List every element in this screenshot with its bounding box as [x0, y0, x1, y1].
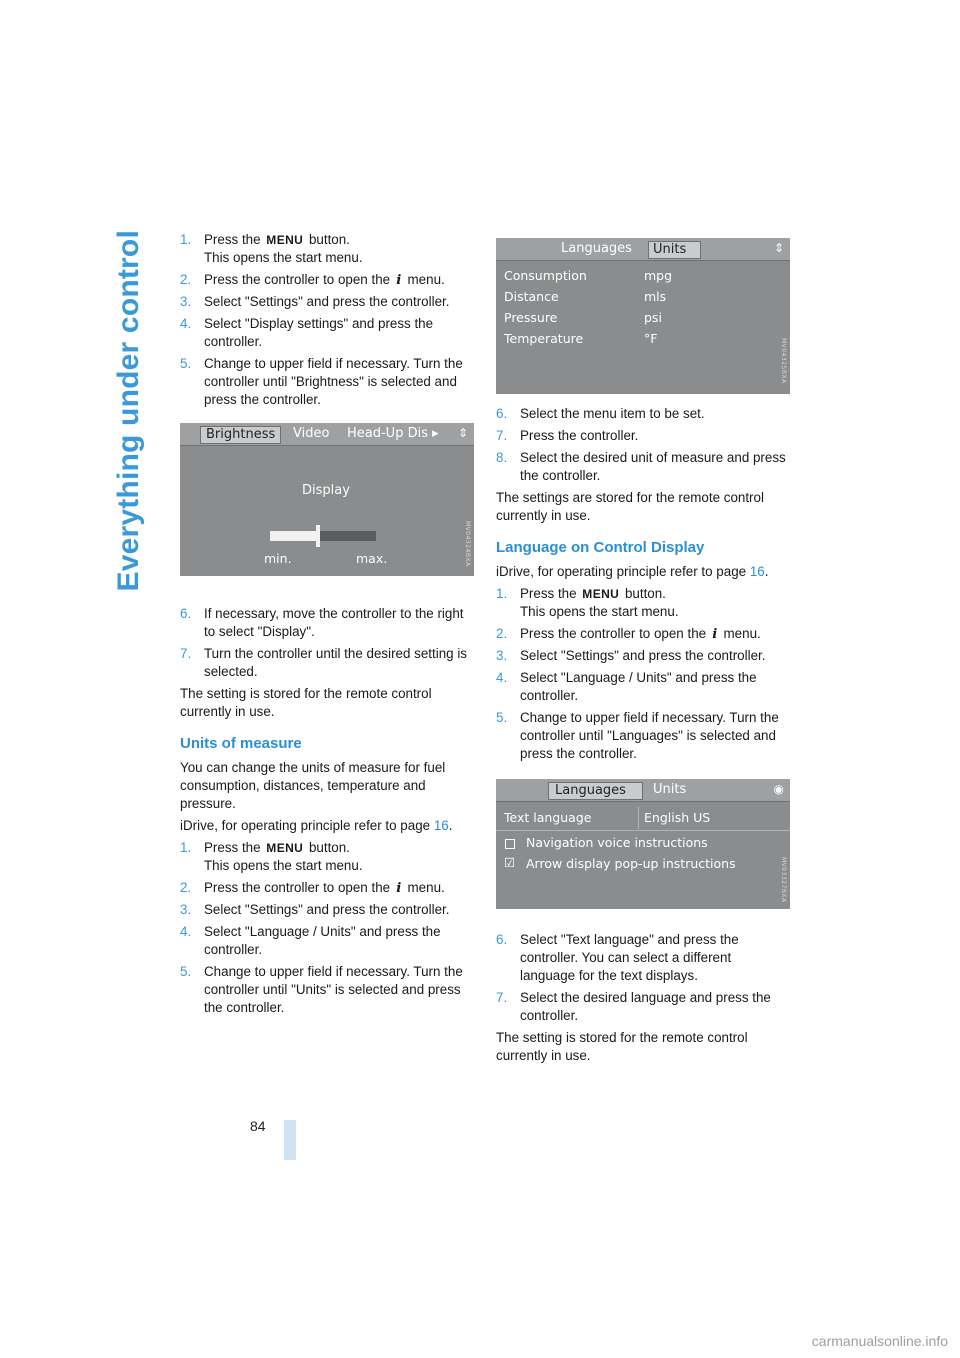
menu-button-symbol: MENU [266, 233, 304, 247]
step-4 [496, 669, 788, 705]
step-text: menu. [403, 880, 445, 895]
tab-units: Units [653, 782, 687, 797]
step-text: Select "Language / Units" and press the controller. [520, 670, 757, 703]
step-number: 6. [496, 932, 508, 947]
left-column [180, 231, 472, 1021]
tab-languages: Languages [561, 241, 632, 256]
unit-label: Consumption [504, 268, 587, 283]
unit-value: mpg [644, 268, 673, 283]
step-list-language-select [496, 931, 788, 1025]
step-text: Change to upper field if necessary. Turn the controller until "Units" is selected and press the controller. [204, 964, 463, 1015]
step-7 [180, 645, 472, 681]
nav-voice-label: Navigation voice instructions [526, 835, 708, 850]
step-text: Press the controller to open the [204, 272, 394, 287]
language-heading: Language on Control Display [496, 539, 705, 556]
step-number: 3. [180, 294, 192, 309]
step-number: 4. [180, 316, 192, 331]
step-1 [180, 839, 472, 875]
unit-value: °F [644, 331, 658, 346]
step-list-display [180, 605, 472, 681]
step-2 [180, 271, 472, 289]
step-text: This opens the start menu. [520, 604, 679, 619]
step-4 [180, 923, 472, 959]
step-number: 5. [496, 710, 508, 725]
unit-label: Distance [504, 289, 559, 304]
step-5 [496, 709, 788, 763]
controller-icon: ◉ [773, 782, 784, 796]
step-text: menu. [719, 626, 761, 641]
display-label: Display [302, 483, 350, 498]
step-text: Select "Text language" and press the controller. You can select a different language for the text displays. [520, 932, 739, 983]
step-text: Press the [204, 840, 265, 855]
step-text: Change to upper field if necessary. Turn the controller until "Brightness" is selected and press the controller. [204, 356, 463, 407]
info-icon: i [712, 626, 718, 642]
step-4 [180, 315, 472, 351]
step-number: 5. [180, 356, 192, 371]
step-text: Select "Language / Units" and press the controller. [204, 924, 441, 957]
figure-code: MV04324BXA [464, 521, 471, 567]
step-list-units [180, 839, 472, 1017]
screen-tab-bar [496, 779, 790, 802]
lang-idrive-ref: iDrive, for operating principle refer to page 16. [496, 564, 769, 579]
step-7 [496, 427, 788, 445]
step-5 [180, 355, 472, 409]
step-text: This opens the start menu. [204, 250, 363, 265]
step-text: Press the [204, 232, 265, 247]
step-text: button. [621, 586, 666, 601]
info-icon: i [396, 880, 402, 896]
step-text: Select "Settings" and press the controller. [520, 648, 766, 663]
step-list-language [496, 585, 788, 763]
step-number: 2. [180, 880, 192, 895]
unit-label: Temperature [504, 331, 584, 346]
page-link-16[interactable]: 16 [433, 818, 449, 833]
step-text: Press the controller to open the [520, 626, 710, 641]
step-list-units-select [496, 405, 788, 485]
tab-languages: Languages [548, 782, 643, 800]
step-number: 1. [180, 840, 192, 855]
step-number: 2. [496, 626, 508, 641]
row-underline [496, 830, 790, 831]
tab-head-up: Head-Up Dis ▸ [347, 426, 439, 441]
step-6 [180, 605, 472, 641]
step-3 [180, 901, 472, 919]
units-idrive-ref: iDrive, for operating principle refer to page 16. [180, 818, 453, 833]
brightness-slider [270, 531, 376, 541]
step-number: 5. [180, 964, 192, 979]
watermark: carmanualsonline.info [811, 1333, 948, 1349]
step-number: 7. [180, 646, 192, 661]
step-number: 1. [496, 586, 508, 601]
step-8 [496, 449, 788, 485]
step-text: Turn the controller until the desired setting is selected. [204, 646, 467, 679]
checkbox-checked-icon: ☑ [504, 855, 516, 870]
step-text: button. [305, 232, 350, 247]
min-label: min. [264, 551, 292, 566]
step-number: 3. [496, 648, 508, 663]
step-number: 6. [180, 606, 192, 621]
screen-brightness [180, 423, 474, 576]
step-text: Press the controller. [520, 428, 639, 443]
screen-tab-bar [496, 238, 790, 261]
slider-fill [270, 531, 318, 541]
step-2 [496, 625, 788, 643]
step-text: Select "Display settings" and press the controller. [204, 316, 434, 349]
units-heading: Units of measure [180, 735, 302, 752]
step-6 [496, 931, 788, 985]
tab-brightness: Brightness [200, 426, 281, 444]
step-text: If necessary, move the controller to the right to select "Display". [204, 606, 464, 639]
text-language-value: English US [644, 810, 711, 825]
text-language-label: Text language [504, 810, 592, 825]
slider-thumb [316, 525, 320, 547]
note-brightness: The setting is stored for the remote control currently in use. [180, 686, 432, 719]
step-number: 1. [180, 232, 192, 247]
figure-code: MV04325BXA [780, 338, 787, 384]
step-number: 2. [180, 272, 192, 287]
figure-code: MV03327BXA [780, 857, 787, 903]
step-text: Change to upper field if necessary. Turn the controller until "Languages" is selected and press the controller. [520, 710, 779, 761]
step-text: Press the controller to open the [204, 880, 394, 895]
menu-button-symbol: MENU [266, 841, 304, 855]
arrow-display-label: Arrow display pop-up instructions [526, 856, 736, 871]
page-number: 84 [250, 1118, 266, 1134]
info-icon: i [396, 272, 402, 288]
unit-value: mls [644, 289, 667, 304]
page-tab-bar [284, 1120, 296, 1160]
units-intro: You can change the units of measure for fuel consumption, distances, temperature and pressure. [180, 760, 446, 811]
step-text: This opens the start menu. [204, 858, 363, 873]
step-text: Select the desired language and press the controller. [520, 990, 771, 1023]
step-7 [496, 989, 788, 1025]
step-1 [496, 585, 788, 621]
side-title: Everything under control [112, 230, 145, 592]
step-number: 7. [496, 990, 508, 1005]
tab-video: Video [293, 426, 330, 441]
step-number: 3. [180, 902, 192, 917]
step-text: Select the desired unit of measure and press the controller. [520, 450, 786, 483]
scroll-arrows-icon: ⇕ [773, 241, 784, 255]
row-divider [638, 807, 639, 829]
step-text: menu. [403, 272, 445, 287]
scroll-arrows-icon: ⇕ [457, 426, 468, 440]
max-label: max. [356, 551, 388, 566]
step-2 [180, 879, 472, 897]
step-3 [496, 647, 788, 665]
step-number: 7. [496, 428, 508, 443]
right-column [496, 405, 788, 1069]
menu-button-symbol: MENU [582, 587, 620, 601]
step-text: Select "Settings" and press the controller. [204, 902, 450, 917]
step-text: button. [305, 840, 350, 855]
step-3 [180, 293, 472, 311]
step-1 [180, 231, 472, 267]
unit-label: Pressure [504, 310, 558, 325]
tab-units: Units [648, 241, 701, 259]
step-number: 8. [496, 450, 508, 465]
step-number: 4. [496, 670, 508, 685]
step-list-brightness [180, 231, 472, 409]
screen-units [496, 238, 790, 394]
step-text: Press the [520, 586, 581, 601]
note-language: The setting is stored for the remote control currently in use. [496, 1030, 748, 1063]
unit-value: psi [644, 310, 662, 325]
step-number: 4. [180, 924, 192, 939]
screen-language [496, 779, 790, 909]
step-6 [496, 405, 788, 423]
page-link-16[interactable]: 16 [749, 564, 765, 579]
note-units: The settings are stored for the remote control currently in use. [496, 490, 764, 523]
step-text: Select "Settings" and press the controller. [204, 294, 450, 309]
step-text: Select the menu item to be set. [520, 406, 705, 421]
checkbox-empty-icon [505, 839, 515, 849]
screen-tab-bar [180, 423, 474, 446]
step-number: 6. [496, 406, 508, 421]
step-5 [180, 963, 472, 1017]
